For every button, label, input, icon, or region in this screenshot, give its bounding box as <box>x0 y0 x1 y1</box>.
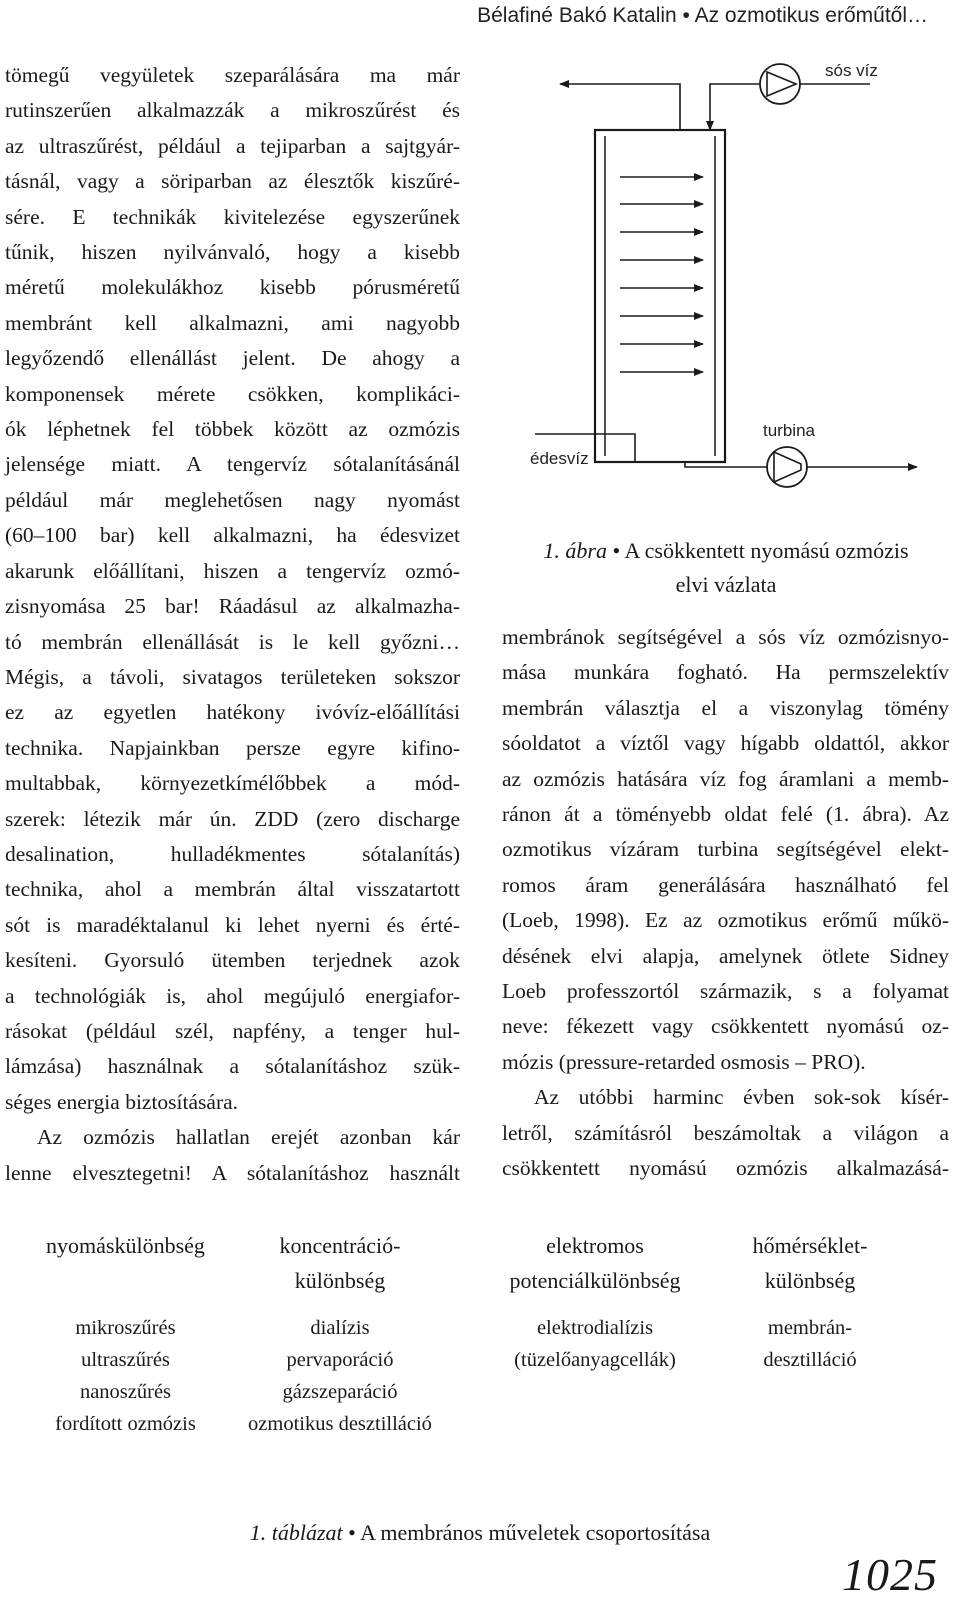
text-line: a technológiák is, ahol megújuló energiafor- <box>5 983 460 1008</box>
text-line: komponensek mérete csökken, komplikáci- <box>5 381 460 406</box>
text-line: ozmotikus vízáram turbina segítségével elekt- <box>502 837 949 862</box>
text-line: mózis (pressure-retarded osmosis – PRO). <box>502 1049 866 1074</box>
text-line: Loeb professzortól származik, s a folyamat <box>502 979 949 1004</box>
table-header: elektromos <box>546 1233 644 1258</box>
table-header: hőmérséklet- <box>752 1233 868 1258</box>
text-line: zisnyomása 25 bar! Ráadásul az alkalmazha- <box>5 594 460 619</box>
table-header: különbség <box>294 1268 386 1293</box>
text-line: csökkentett nyomású ozmózis alkalmazásá- <box>502 1156 949 1181</box>
page-number: 1025 <box>842 1549 938 1600</box>
pump-to-vessel-pipe <box>710 84 760 130</box>
text-line: rutinszerűen alkalmazzák a mikroszűrést és <box>5 98 460 123</box>
turbine-label: turbina <box>763 421 815 440</box>
table-cell: ultraszűrés <box>81 1349 170 1371</box>
text-line: membránok segítségével a sós víz ozmózisnyo- <box>502 625 949 649</box>
table-column-temperature <box>720 1228 900 1376</box>
caption-bullet: • <box>348 1520 356 1545</box>
text-line: membrán választja el a viszonylag tömény <box>502 695 949 720</box>
text-line: technika, ahol a membrán által visszatartott <box>5 877 460 902</box>
text-line: neve: fékezett vagy csökkentett nyomású oz- <box>502 1014 949 1039</box>
running-header: Bélafiné Bakó Katalin • Az ozmotikus erőműtől… <box>477 4 928 27</box>
text-line: jelensége miatt. A tengervíz sótalanításánál <box>5 452 460 477</box>
text-line: az ozmózis hatására víz fog áramlani a memb- <box>502 766 949 791</box>
table-cell: (tüzelőanyagcellák) <box>514 1349 676 1371</box>
text-line: sóoldatot a víztől vagy hígabb oldattól, akkor <box>502 731 949 756</box>
text-line: desalination, hulladékmentes sótalanítás) <box>5 841 460 866</box>
table-cell: fordított ozmózis <box>55 1413 196 1435</box>
figure-caption <box>500 534 952 602</box>
membrane-vessel <box>595 130 725 462</box>
caption-bullet: • <box>612 538 621 563</box>
text-line: az ultraszűrést, például a tejiparban a sajtgyár- <box>5 133 460 158</box>
figure-caption-text: A csökkentett nyomású ozmózis <box>624 538 909 563</box>
text-line: tömegű vegyületek szeparálására ma már <box>5 63 460 87</box>
text-line: mása munkára fogható. Ha permszelektív <box>502 660 949 685</box>
table-column-electric <box>485 1228 705 1376</box>
text-line: ez az egyetlen hatékony ivóvíz-előállítási <box>5 700 460 725</box>
table-cell: dialízis <box>310 1317 370 1339</box>
table-caption-number: 1. táblázat <box>249 1520 343 1545</box>
text-line: Az ozmózis hallatlan erejét azonban kár <box>37 1125 460 1150</box>
table-header: nyomáskülönbség <box>46 1233 205 1258</box>
pro-schematic-diagram <box>505 52 945 502</box>
table-cell: mikroszűrés <box>75 1317 176 1339</box>
text-line: Az utóbbi harminc évben sok-sok kísér- <box>534 1085 949 1110</box>
salt-water-label: sós víz <box>825 61 878 80</box>
table-cell: desztilláció <box>763 1349 857 1371</box>
table-cell: nanoszűrés <box>79 1381 172 1403</box>
table-header: különbség <box>764 1268 856 1293</box>
text-line: rásokat (például szél, napfény, a tenger hul- <box>5 1018 460 1043</box>
text-line: désének elvi alapja, amelynek ötlete Sidney <box>502 943 949 968</box>
text-line: multabbak, környezetkímélőbbek a mód- <box>5 771 460 796</box>
text-line: romos áram generálására használható fel <box>502 872 949 897</box>
left-text-column <box>5 58 460 1191</box>
table-cell: pervaporáció <box>286 1349 394 1371</box>
text-line: sót is maradéktalanul ki lehet nyerni és érté- <box>5 912 460 937</box>
text-line: tűnik, hiszen nyilvánvaló, hogy a kisebb <box>5 240 460 265</box>
text-line: kesíteni. Gyorsuló ütemben terjednek azok <box>5 948 460 973</box>
text-line: lámzása) használnak a sótalanításhoz szük- <box>5 1054 460 1079</box>
table-column-concentration <box>230 1228 450 1440</box>
fresh-water-label: édesvíz <box>530 449 589 468</box>
text-line: séges energia biztosítására. <box>5 1089 239 1114</box>
pro-schematic-figure <box>505 52 945 502</box>
text-line: akarunk előállítani, hiszen a tengervíz ozmó- <box>5 558 460 583</box>
text-line: méretű molekulákhoz kisebb pórusméretű <box>5 275 460 300</box>
text-line: (60–100 bar) kell alkalmazni, ha édesvizet <box>5 523 460 548</box>
text-line: lenne elvesztegetni! A sótalanításhoz használt <box>5 1160 460 1185</box>
concentrate-outlet-pipe <box>560 84 680 130</box>
text-line: ók léphetnek fel többek között az ozmózis <box>5 417 460 442</box>
table-cell: gázszeparáció <box>282 1381 398 1403</box>
text-line: ránon át a töményebb oldat felé (1. ábra). Az <box>502 802 949 827</box>
text-line: tásnál, vagy a söriparban az élesztők kiszűré- <box>5 169 460 194</box>
table-column-pressure <box>18 1228 233 1440</box>
text-line: membránt kell alkalmazni, ami nagyobb <box>5 310 460 335</box>
text-line: Mégis, a távoli, sivatagos területeken sokszor <box>5 664 460 689</box>
text-line: technika. Napjainkban persze egyre kifino- <box>5 735 460 760</box>
text-line: sére. E technikák kivitelezése egyszerűnek <box>5 204 460 229</box>
text-line: tó membrán ellenállását is le kell győzni… <box>5 629 460 654</box>
text-line: szerek: létezik már ún. ZDD (zero discharge <box>5 806 460 831</box>
figure-caption-number: 1. ábra <box>543 538 607 563</box>
table-cell: elektrodialízis <box>536 1317 654 1339</box>
table-header: potenciálkülönbség <box>509 1268 681 1293</box>
table-cell: membrán- <box>767 1317 853 1339</box>
right-text-column <box>502 620 949 1187</box>
text-line: például már meglehetősen nagy nyomást <box>5 487 460 512</box>
table-header: koncentráció- <box>279 1233 401 1258</box>
table-cell: ozmotikus desztilláció <box>248 1413 432 1435</box>
text-line: letről, számításról beszámoltak a világon a <box>502 1120 949 1145</box>
table-caption-text: A membrános műveletek csoportosítása <box>360 1520 711 1545</box>
water-flow-arrows <box>620 177 703 372</box>
table-caption <box>0 1520 960 1546</box>
text-line: legyőzendő ellenállást jelent. De ahogy a <box>5 346 460 371</box>
text-line: (Loeb, 1998). Ez az ozmotikus erőmű műkö- <box>502 908 949 933</box>
figure-caption-text-2: elvi vázlata <box>675 572 777 597</box>
